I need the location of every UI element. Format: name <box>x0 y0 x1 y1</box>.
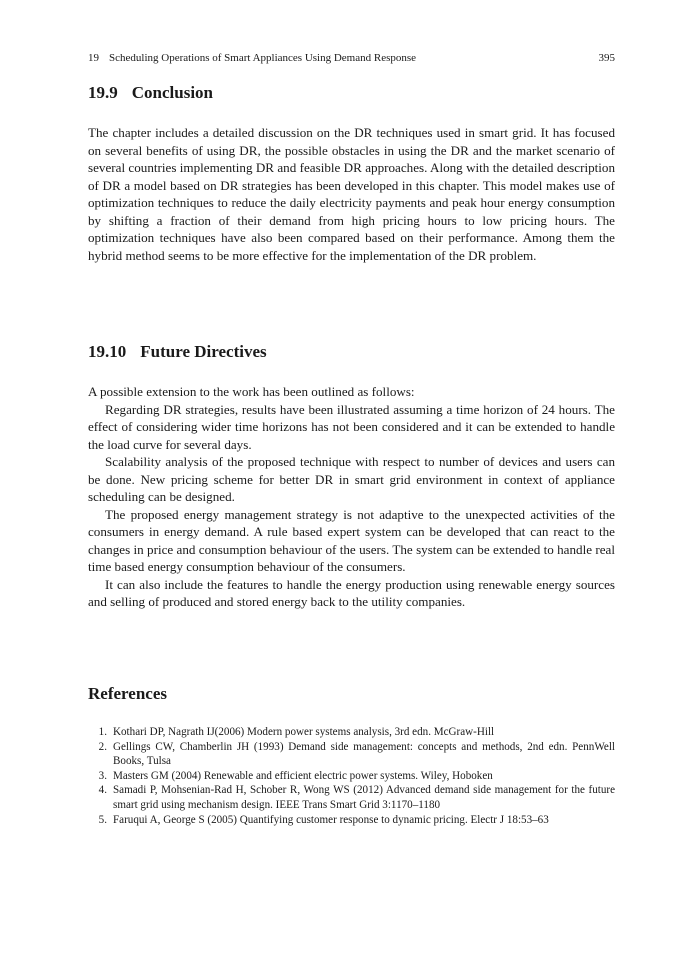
conclusion-section-number: 19.9 <box>88 83 118 102</box>
running-head <box>88 51 615 65</box>
reference-number: 3. <box>98 769 107 782</box>
reference-item <box>88 725 615 740</box>
reference-number: 4. <box>98 784 107 797</box>
chapter-title: Scheduling Operations of Smart Appliances Using Demand Response <box>109 52 417 64</box>
reference-number: 5. <box>98 813 107 826</box>
reference-text: Faruqui A, George S (2005) Quantifying customer response to dynamic pricing. Electr J 18:53–63 <box>113 813 549 826</box>
conclusion-body <box>88 124 615 264</box>
reference-text: Masters GM (2004) Renewable and efficient electric power systems. Wiley, Hoboken <box>113 769 493 782</box>
future-section-number: 19.10 <box>88 342 127 361</box>
references-list <box>88 725 615 827</box>
future-paragraph: The proposed energy management strategy is not adaptive to the unexpected activities of the consumers in energy demand. A rule based expert system can be developed that can react to the changes in price and consumption behaviour of the users. The system can be extended to handle real time based energy consumption behaviour of the consumers. <box>88 506 615 574</box>
future-paragraph: Regarding DR strategies, results have been illustrated assuming a time horizon of 24 hours. The effect of considering wider time horizons has not been considered and it can be extended to handle the load curve for several days. <box>88 401 615 452</box>
reference-text: Gellings CW, Chamberlin JH (1993) Demand side management: concepts and methods, 2nd edn. PennWell Books, Tulsa <box>113 740 615 768</box>
future-section-title: Future Directives <box>140 342 267 361</box>
reference-item <box>88 740 615 769</box>
running-head-left <box>88 51 416 65</box>
future-heading <box>88 342 267 362</box>
future-intro: A possible extension to the work has been outlined as follows: <box>88 384 415 399</box>
chapter-number: 19 <box>88 52 99 64</box>
page-number: 395 <box>598 52 615 64</box>
future-paragraph: It can also include the features to handle the energy production using renewable energy sources and selling of produced and stored energy back to the utility companies. <box>88 576 615 609</box>
conclusion-paragraph: The chapter includes a detailed discussion on the DR techniques used in smart grid. It has focused on several benefits of using DR, the possible obstacles in using the DR and the market scenario of several countries implementing DR and feasible DR approaches. Along with the detailed description of DR a model based on DR strategies has been developed in this chapter. This model makes use of optimization techniques to reduce the daily electricity payments and peak hour energy consumption by shifting a fraction of their demand from high pricing hours to low pricing hours. The optimization techniques have also been compared based on their performance. Among them the hybrid method seems to be more effective for the implementation of the DR problem. <box>88 125 615 263</box>
reference-number: 1. <box>98 726 107 738</box>
conclusion-section-title: Conclusion <box>131 83 213 102</box>
future-body <box>88 383 615 611</box>
reference-text: Kothari DP, Nagrath IJ(2006) Modern power systems analysis, 3rd edn. McGraw-Hill <box>113 726 495 738</box>
future-paragraph: Scalability analysis of the proposed technique with respect to number of devices and users can be done. New pricing scheme for better DR in smart grid environment in context of appliance scheduling can be designed. <box>88 454 615 504</box>
reference-item <box>88 813 615 828</box>
reference-item <box>88 769 615 784</box>
references-heading: References <box>88 684 167 703</box>
reference-number: 2. <box>98 740 107 753</box>
reference-text: Samadi P, Mohsenian-Rad H, Schober R, Wong WS (2012) Advanced demand side management for the future smart grid using mechanism design. IEEE Trans Smart Grid 3:1170–1180 <box>113 784 615 811</box>
conclusion-heading <box>88 83 213 103</box>
reference-item <box>88 783 615 812</box>
